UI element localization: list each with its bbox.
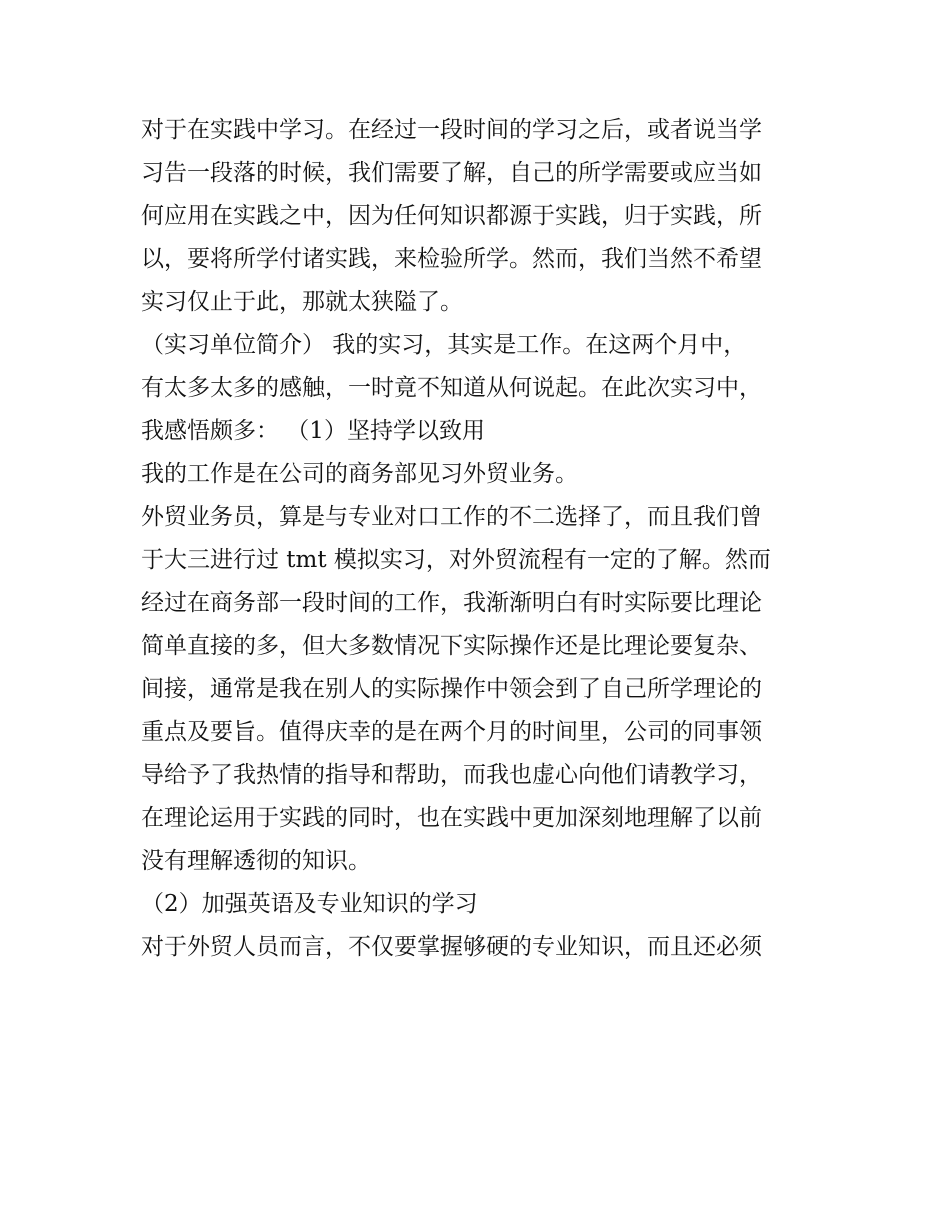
text-line-17: 在理论运用于实践的同时，也在实践中更加深刻地理解了以前	[141, 805, 762, 831]
text-line-10: 外贸业务员，算是与专业对口工作的不二选择了，而且我们曾	[141, 504, 762, 530]
text-line-13: 简单直接的多，但大多数情况下实际操作还是比理论要复杂、	[141, 633, 762, 659]
text-line-11: 于大三进行过 tmt 模拟实习，对外贸流程有一定的了解。然而	[141, 547, 771, 573]
text-line-18: 没有理解透彻的知识。	[141, 848, 371, 874]
text-line-9: 我的工作是在公司的商务部见习外贸业务。	[141, 461, 578, 487]
text-line-1: 对于在实践中学习。在经过一段时间的学习之后，或者说当学	[141, 117, 762, 143]
text-line-3: 何应用在实践之中，因为任何知识都源于实践，归于实践，所	[141, 203, 762, 229]
text-line-2: 习告一段落的时候，我们需要了解，自己的所学需要或应当如	[141, 160, 762, 186]
text-line-15: 重点及要旨。值得庆幸的是在两个月的时间里，公司的同事领	[141, 719, 762, 745]
text-line-5: 实习仅止于此，那就太狭隘了。	[141, 289, 463, 315]
text-line-7: 有太多太多的感触，一时竟不知道从何说起。在此次实习中，	[141, 375, 762, 401]
text-line-8: 我感悟颇多： （1）坚持学以致用	[141, 418, 485, 444]
text-line-20: 对于外贸人员而言，不仅要掌握够硬的专业知识，而且还必须	[141, 934, 762, 960]
text-line-4: 以，要将所学付诸实践，来检验所学。然而，我们当然不希望	[141, 246, 762, 272]
document-body	[141, 109, 821, 969]
text-line-19: （2）加强英语及专业知识的学习	[141, 891, 478, 917]
text-line-12: 经过在商务部一段时间的工作，我渐渐明白有时实际要比理论	[141, 590, 762, 616]
text-line-6: （实习单位简介） 我的实习，其实是工作。在这两个月中，	[141, 332, 747, 358]
text-line-16: 导给予了我热情的指导和帮助，而我也虚心向他们请教学习，	[141, 762, 762, 788]
text-line-14: 间接，通常是我在别人的实际操作中领会到了自己所学理论的	[141, 676, 762, 702]
